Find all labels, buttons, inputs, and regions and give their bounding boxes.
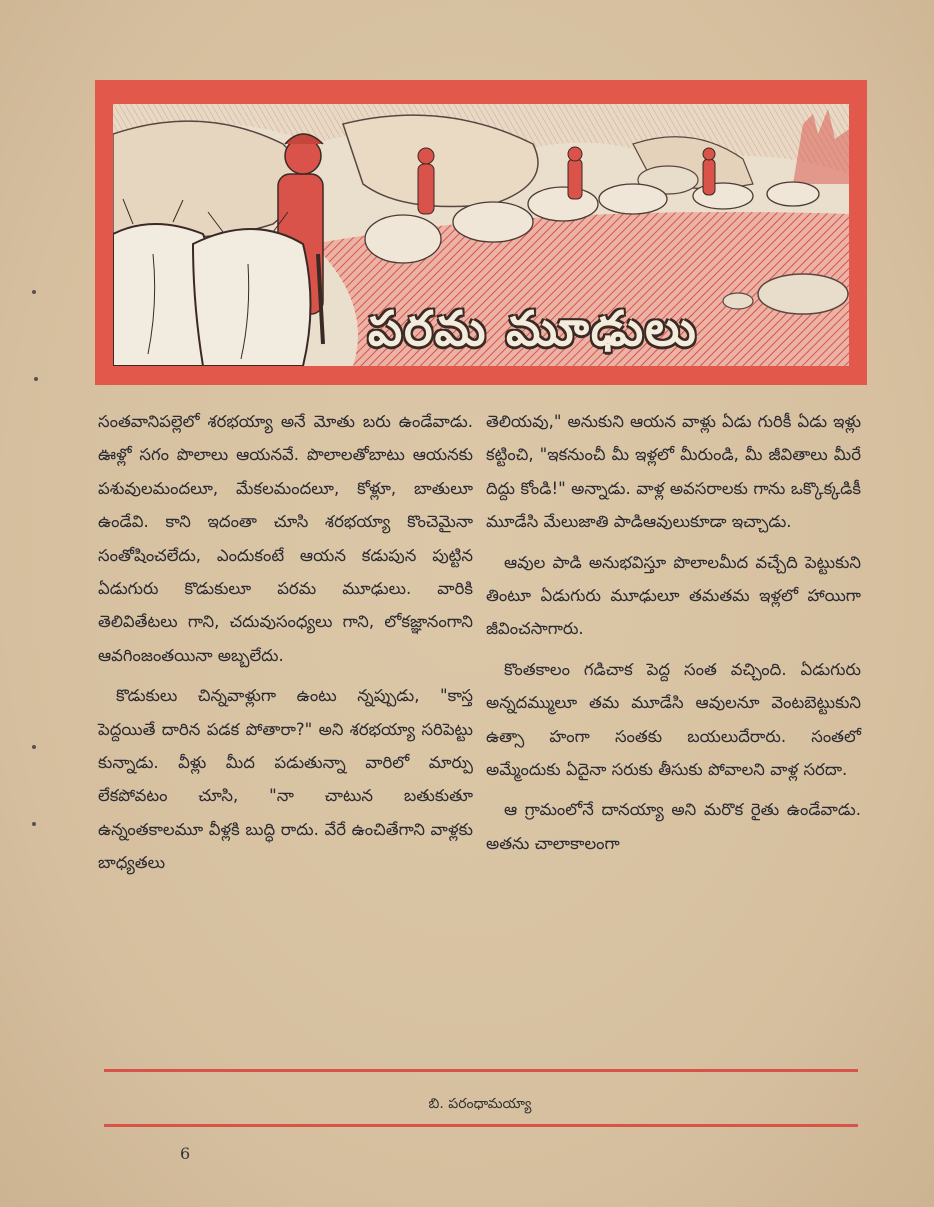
page-number: 6 bbox=[180, 1144, 191, 1163]
author-credit: బి. పరంధామయ్యా bbox=[428, 1096, 532, 1112]
speck bbox=[32, 745, 36, 749]
paragraph: ఆ గ్రామంలోనే దానయ్యా అని మరొక రైతు ఉండేవాడు. అతను చాలాకాలంగా bbox=[486, 800, 861, 853]
paragraph: సంతవానిపల్లెలో శరభయ్యా అనే మోతు బరు ఉండేవాడు. ఊళ్లో సగం పొలాలు ఆయనవే. పొలాలతోబాటు ఆయనకు పశువులమందలూ, మేకలమందలూ, కోళ్లూ, బాతులూ ఉండేవి. కాని ఇదంతా చూసి శరభయ్యా కొంచెమైనా సంతోషించలేదు, ఎందుకంటే ఆయన కడుపున పుట్టిన ఏడుగురు కొడుకులూ పరమ మూఢులు. వారికి తెలివితేటలు గాని, చదువుసంధ్యలు గాని, లోకజ్ఞానంగాని ఆవగింజంతయినా అబ్బలేదు. bbox=[98, 412, 473, 665]
left-column bbox=[98, 405, 473, 887]
banner-illustration bbox=[113, 104, 849, 366]
bottom-divider bbox=[104, 1124, 858, 1127]
speck bbox=[32, 822, 36, 826]
story-title: పరమ మూఢులు bbox=[368, 301, 698, 357]
speck bbox=[32, 290, 36, 294]
speck bbox=[34, 377, 38, 381]
paragraph: కొడుకులు చిన్నవాళ్లుగా ఉంటు న్నప్పుడు, "కాస్త పెద్దయితే దారిన పడక పోతారా?" అని శరభయ్యా సరిపెట్టు కున్నాడు. వీళ్లు మీద పడుతున్నా వారిలో మార్పు లేకపోవటం చూసి, "నా చాటున బతుకుతూ ఉన్నంతకాలమూ వీళ్లకి బుద్ధి రాదు. వేరే ఉంచితేగాని వాళ్లకు బాధ్యతలు bbox=[98, 686, 473, 873]
paragraph: తెలియవు," అనుకుని ఆయన వాళ్లు ఏడు గురికీ ఏడు ఇళ్లు కట్టించి, "ఇకనుంచీ మీ ఇళ్లలో మీరుండి, మీ జీవితాలు మీరే దిద్దు కోండి!" అన్నాడు. వాళ్ల అవసరాలకు గాను ఒక్కొక్కడికీ మూడేసి మేలుజాతి పాడిఆవులుకూడా ఇచ్చాడు. bbox=[486, 412, 861, 532]
title-banner bbox=[95, 80, 867, 385]
top-divider bbox=[104, 1069, 858, 1072]
right-column bbox=[486, 405, 861, 867]
paragraph: ఆవుల పాడి అనుభవిస్తూ పొలాలమీద వచ్చేది పెట్టుకుని తింటూ ఏడుగురు మూఢులూ తమతమ ఇళ్లలో హాయిగా జీవించసాగారు. bbox=[486, 552, 861, 639]
paragraph: కొంతకాలం గడిచాక పెద్ద సంత వచ్చింది. ఏడుగురు అన్నదమ్ములూ తమ మూడేసి ఆవులనూ వెంటబెట్టుకుని ఉత్సా హంగా సంతకు బయలుదేరారు. సంతలో అమ్మేందుకు ఏదైనా సరుకు తీసుకు పోవాలని వాళ్ల సరదా. bbox=[486, 659, 861, 780]
